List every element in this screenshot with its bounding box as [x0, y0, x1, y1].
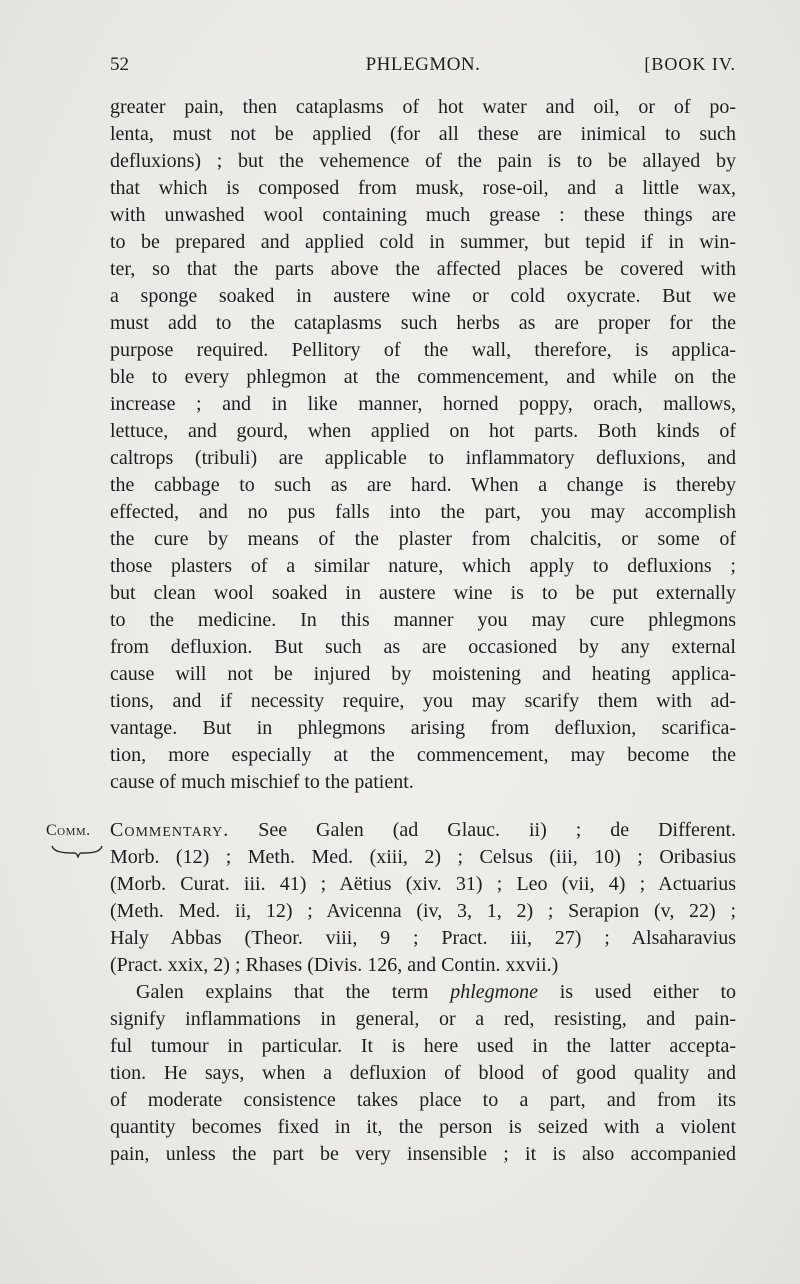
text-line: the cabbage to such as are hard. When a change is thereby [110, 474, 736, 496]
galen-first-line-before: Galen explains that the term [136, 981, 429, 1003]
running-head: PHLEGMON. [365, 54, 481, 75]
text-line: with unwashed wool containing much grease : these things are [110, 204, 736, 226]
text-line: lenta, must not be applied (for all these are inimical to such [110, 123, 736, 145]
text-line: Haly Abbas (Theor. viii, 9 ; Pract. iii, 27) ; Alsaharavius [110, 927, 736, 949]
text-line: a sponge soaked in austere wine or cold oxycrate. But we [110, 285, 736, 307]
commentary-label: Commentary. [110, 819, 230, 841]
text-line: those plasters of a similar nature, which apply to defluxions ; [110, 555, 736, 577]
text-line: signify inflammations in general, or a red, resisting, and pain- [110, 1008, 736, 1030]
text-line: ful tumour in particular. It is here used in the latter accepta- [110, 1035, 736, 1057]
paragraph-gap [110, 796, 736, 817]
text-line: cause will not be injured by moistening and heating applica- [110, 663, 736, 685]
text-line: that which is composed from musk, rose-oil, and a little wax, [110, 177, 736, 199]
text-line: cause of much mischief to the patient. [110, 771, 414, 793]
text-line: (Pract. xxix, 2) ; Rhases (Divis. 126, and Contin. xxvii.) [110, 954, 559, 976]
text-line: purpose required. Pellitory of the wall, therefore, is applica- [110, 339, 736, 361]
text-line: vantage. But in phlegmons arising from defluxion, scarifica- [110, 717, 736, 739]
text-line: to be prepared and applied cold in summer, but tepid if in win- [110, 231, 736, 253]
text-line: ter, so that the parts above the affected places be covered with [110, 258, 736, 280]
page-number: 52 [110, 54, 129, 75]
galen-first-line-after: is used either to [559, 981, 737, 1003]
italic-term: phlegmone [450, 981, 538, 1003]
text-line: the cure by means of the plaster from chalcitis, or some of [110, 528, 736, 550]
text-line: Morb. (12) ; Meth. Med. (xiii, 2) ; Celsus (iii, 10) ; Oribasius [110, 846, 736, 868]
main-paragraph [110, 94, 736, 796]
text-line: ble to every phlegmon at the commencement, and while on the [110, 366, 736, 388]
book-reference: [BOOK IV. [644, 54, 736, 74]
text-line: pain, unless the part be very insensible ; it is also accompanied [110, 1143, 736, 1165]
commentary-first-line [110, 817, 736, 844]
text-line: to the medicine. In this manner you may cure phlegmons [110, 609, 736, 631]
text-line: tion, more especially at the commencement, may become the [110, 744, 736, 766]
text-line: tion. He says, when a defluxion of blood of good quality and [110, 1062, 736, 1084]
commentary-first-line-rest: See Galen (ad Glauc. ii) ; de Different. [258, 819, 737, 841]
text-line: quantity becomes fixed in it, the person is seized with a violent [110, 1116, 736, 1138]
text-line: but clean wool soaked in austere wine is to be put externally [110, 582, 736, 604]
body-text [110, 94, 736, 1168]
galen-first-line [110, 979, 736, 1006]
text-line: defluxions) ; but the vehemence of the pain is to be allayed by [110, 150, 736, 172]
text-line: (Meth. Med. ii, 12) ; Avicenna (iv, 3, 1, 2) ; Serapion (v, 22) ; [110, 900, 736, 922]
margin-brace-icon [50, 844, 104, 858]
text-line: caltrops (tribuli) are applicable to inflammatory defluxions, and [110, 447, 736, 469]
text-line: tions, and if necessity require, you may scarify them with ad- [110, 690, 736, 712]
text-line: (Morb. Curat. iii. 41) ; Aëtius (xiv. 31) ; Leo (vii, 4) ; Actuarius [110, 873, 736, 895]
page-header [110, 54, 736, 80]
text-line: must add to the cataplasms such herbs as are proper for the [110, 312, 736, 334]
text-line: of moderate consistence takes place to a part, and from its [110, 1089, 736, 1111]
text-line: from defluxion. But such as are occasioned by any external [110, 636, 736, 658]
text-line: effected, and no pus falls into the part, you may accomplish [110, 501, 736, 523]
commentary-paragraph [110, 817, 736, 979]
margin-note: Comm. [46, 822, 91, 839]
text-line: greater pain, then cataplasms of hot water and oil, or of po- [110, 96, 736, 118]
galen-paragraph [110, 979, 736, 1168]
text-line: increase ; and in like manner, horned poppy, orach, mallows, [110, 393, 736, 415]
text-line: lettuce, and gourd, when applied on hot parts. Both kinds of [110, 420, 736, 442]
